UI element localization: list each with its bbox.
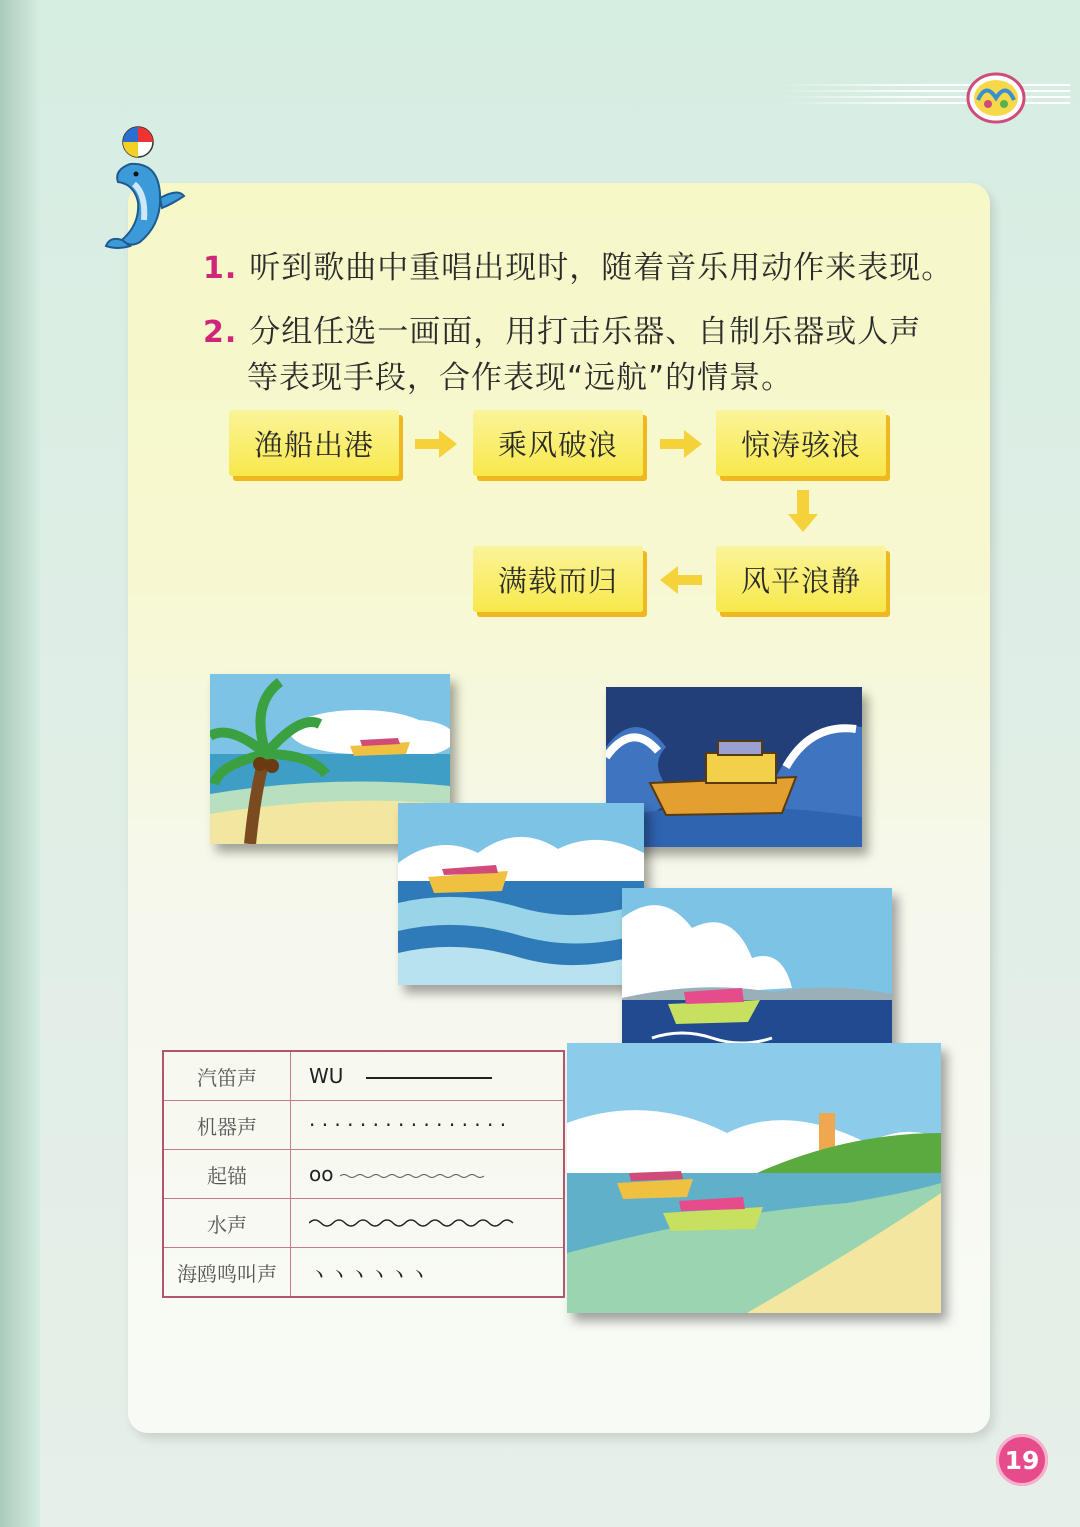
table-row: [163, 1199, 564, 1248]
sound-notation-table: [162, 1050, 565, 1298]
row-label-steam-whistle: 汽笛声: [163, 1051, 291, 1101]
scene-return-image: [567, 1043, 941, 1313]
table-row: [163, 1101, 564, 1150]
row-label-anchor: 起锚: [163, 1150, 291, 1199]
wave-line-icon: [309, 1216, 519, 1230]
steam-whistle-symbol: WU: [309, 1064, 344, 1088]
flow-step-2: 乘风破浪: [473, 410, 643, 476]
dolphin-mascot-icon: [100, 124, 190, 254]
flow-step-1: 渔船出港: [229, 410, 399, 476]
row-value-engine: · · · · · · · · · · · · · · · ·: [291, 1101, 565, 1150]
instruction-2-text-line1: 分组任选一画面，用打击乐器、自制乐器或人声: [249, 314, 922, 350]
page-number: 19: [996, 1434, 1048, 1486]
row-label-seagull: 海鸥鸣叫声: [163, 1248, 291, 1298]
flow-step-5: 满载而归: [473, 546, 643, 612]
arrow-left-icon: [660, 566, 702, 594]
long-line-icon: [366, 1073, 496, 1083]
header-stripes: [780, 84, 1070, 114]
anchor-symbol: oo: [309, 1162, 334, 1186]
scene-storm-image: [606, 687, 862, 847]
instruction-2-line2: 等表现手段，合作表现“远航”的情景。: [247, 360, 794, 396]
table-row: [163, 1248, 564, 1298]
arrow-right-icon: [660, 430, 702, 458]
row-value-water: [291, 1199, 565, 1248]
instruction-1: [203, 242, 953, 287]
instruction-2: [203, 306, 921, 351]
instruction-2-number: 2.: [203, 315, 238, 350]
arrow-down-icon: [788, 490, 818, 532]
row-label-water: 水声: [163, 1199, 291, 1248]
chapter-badge-icon: [966, 70, 1026, 124]
table-row: [163, 1150, 564, 1199]
instruction-1-text: 听到歌曲中重唱出现时，随着音乐用动作来表现。: [249, 250, 954, 286]
book-spine: [0, 0, 40, 1527]
tilde-line-icon: [340, 1171, 490, 1181]
scene-sailing-image: [398, 803, 644, 985]
flow-step-3: 惊涛骇浪: [716, 410, 886, 476]
row-value-steam-whistle: [291, 1051, 565, 1101]
instruction-1-number: 1.: [203, 251, 238, 286]
table-row: [163, 1051, 564, 1101]
flow-step-4: 风平浪静: [716, 546, 886, 612]
row-value-seagull: ヽヽヽヽヽヽ: [291, 1248, 565, 1298]
row-label-engine: 机器声: [163, 1101, 291, 1150]
arrow-right-icon: [415, 430, 457, 458]
row-value-anchor: [291, 1150, 565, 1199]
